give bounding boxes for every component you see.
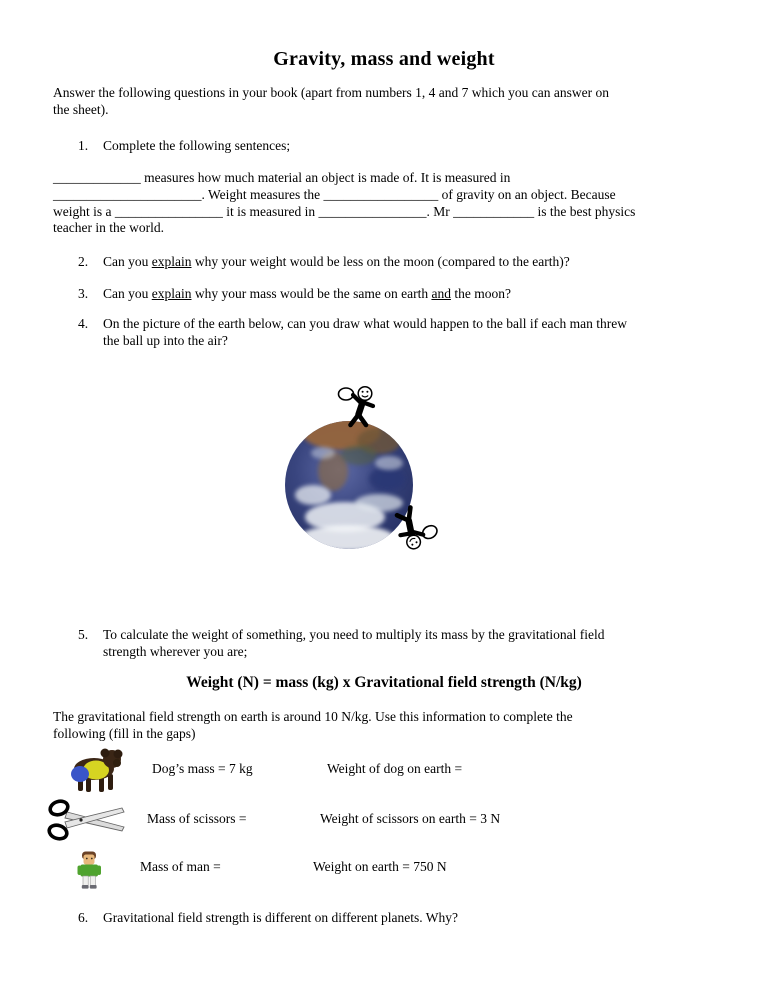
field-strength-paragraph [53,709,573,743]
earth-clouds [299,525,395,551]
question-number: 1. [78,138,89,153]
question-3 [78,286,511,303]
paragraph-line: the sheet). [53,101,109,117]
question-number: 4. [78,316,89,331]
fill-in-paragraph [53,170,635,237]
earth-clouds [295,485,331,505]
paragraph-line: Answer the following questions in your book (apart from numbers 1, 4 and 7 which you can answer on [53,85,610,100]
question-2 [78,254,570,271]
text-segment: Can you [103,286,152,301]
man-image [76,851,103,894]
scissors-image [47,799,127,846]
text-segment: why your weight would be less on the moon (compared to the earth)? [191,254,570,269]
question-number: 2. [78,254,89,269]
question-line: the ball up into the air? [103,332,228,348]
man-weight-label: Weight on earth = 750 N [313,859,447,874]
question-4 [78,316,627,350]
dog-weight-label: Weight of dog on earth = [327,761,463,776]
underlined-word: explain [151,286,192,301]
question-number: 6. [78,910,89,925]
paragraph-line: The gravitational field strength on earth is around 10 N/kg. Use this information to complete the [53,709,573,724]
earth-globe-image [283,383,443,558]
question-text [103,286,511,303]
question-6 [78,910,458,927]
question-text [103,316,627,350]
earth-continent [341,445,377,465]
text-segment: why your mass would be the same on earth [191,286,432,301]
paragraph-line: weight is a ________________ it is measured in ________________. Mr ____________ is the best physics [53,203,636,219]
question-text [103,254,570,271]
question-line: strength wherever you are; [103,643,248,659]
underlined-word: and [431,286,451,301]
man-mass-label: Mass of man = [140,859,221,874]
weight-formula: Weight (N) = mass (kg) x Gravitational field strength (N/kg) [186,674,582,691]
question-number: 3. [78,286,89,301]
dog-image [66,747,126,800]
intro-paragraph [53,85,609,119]
page-title: Gravity, mass and weight [273,48,495,70]
scissors-mass-label: Mass of scissors = [147,811,247,826]
question-text [103,627,604,661]
underlined-word: explain [151,254,192,269]
paragraph-line: ______________________. Weight measures the _________________ of gravity on an object. Because [53,186,616,202]
question-line: To calculate the weight of something, you need to multiply its mass by the gravitational field [103,627,605,642]
text-segment: the moon? [450,286,511,301]
question-text: Gravitational field strength is different on different planets. Why? [103,910,459,925]
paragraph-line: teacher in the world. [53,220,164,236]
question-1 [78,138,290,155]
stick-man-top-icon [339,387,374,425]
paragraph-line: following (fill in the gaps) [53,725,196,741]
question-5 [78,627,604,661]
earth-clouds [355,494,403,512]
question-text: Complete the following sentences; [103,138,291,153]
text-segment: Can you [103,254,152,269]
earth-clouds [375,456,403,470]
question-number: 5. [78,627,89,642]
earth-clouds [311,447,335,459]
paragraph-line: _____________ measures how much material an object is made of. It is measured in [53,170,511,185]
earth-figure [283,383,443,558]
scissors-weight-label: Weight of scissors on earth = 3 N [320,811,501,826]
question-line: On the picture of the earth below, can you draw what would happen to the ball if each man threw [103,316,627,331]
dog-mass-label: Dog’s mass = 7 kg [152,761,253,776]
